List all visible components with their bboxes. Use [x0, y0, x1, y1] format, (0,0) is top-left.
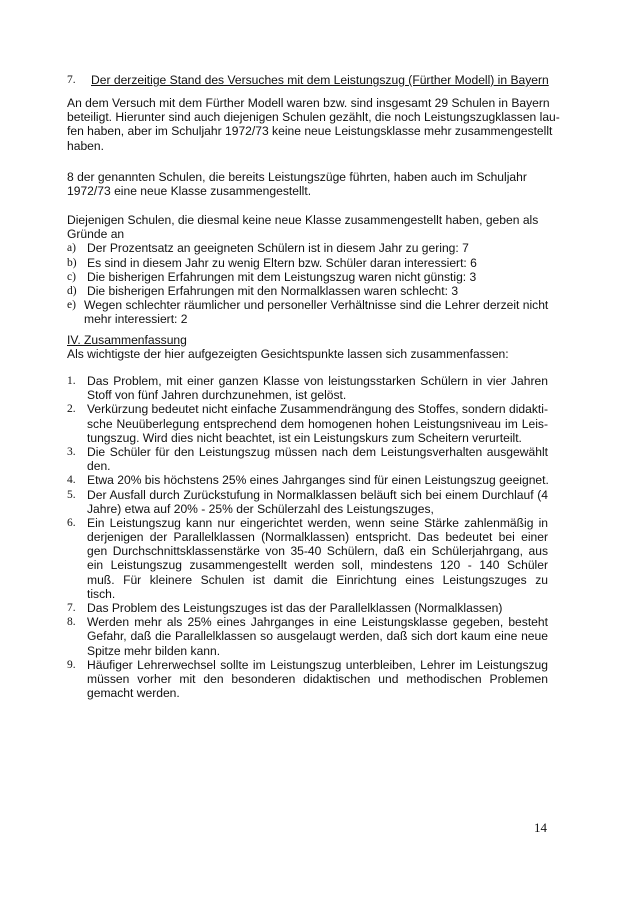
text-line: Jahre) etwa auf 20% - 25% der Schülerzahl des Leistungszuges,: [87, 501, 434, 516]
text-line: fen haben, aber im Schuljahr 1972/73 keine neue Leistungsklasse mehr zusammengestellt: [67, 124, 553, 139]
text-line: gen Durchschnittsklassenstärke von 35-40 Schülern, daß ein Schülerjahrgang, aus: [87, 544, 548, 559]
list-marker: 8.: [67, 616, 76, 629]
text-line: tisch.: [87, 586, 116, 601]
text-line: mehr interessiert: 2: [84, 312, 188, 327]
summary-item: [67, 658, 548, 701]
summary-item: [67, 488, 548, 516]
text-line: Wegen schlechter räumlicher und personeller Verhältnisse sind die Lehrer derzeit nicht: [84, 298, 549, 313]
paragraph-reasons-intro: [67, 213, 548, 241]
text-line: 8 der genannten Schulen, die bereits Leistungszüge führten, haben auch im Schuljahr: [67, 170, 527, 184]
list-marker: 2.: [67, 403, 76, 416]
summary-item: [67, 402, 548, 445]
section-number: 7.: [67, 74, 76, 86]
text-line: Gefahr, daß die Parallelklassen so ausgelaugt werden, daß sich dort kaum eine neue: [87, 629, 548, 644]
text-line: gemacht werden.: [87, 686, 180, 701]
list-marker: 1.: [67, 375, 76, 387]
paragraph-participation: [67, 96, 560, 153]
list-marker: d): [67, 284, 77, 297]
reasons-list: [67, 241, 548, 326]
text-line: derjenigen der Parallelklassen (Normalklassen) entspricht. Das bedeutet bei einer: [87, 530, 548, 545]
text-line: tungszug. Wird dies nicht beachtet, ist ein Leistungskurs zum Scheitern verurteilt.: [87, 430, 522, 445]
section-title: Der derzeitige Stand des Versuches mit dem Leistungszug (Fürther Modell) in Bayern: [91, 73, 549, 87]
list-marker: 3.: [67, 445, 76, 458]
text-line: Der Ausfall durch Zurückstufung in Normalklassen beläuft sich bei einem Durchlauf (4: [87, 487, 548, 502]
text-line: Die bisherigen Erfahrungen mit dem Leistungszug waren nicht günstig: 3: [87, 269, 477, 284]
list-marker: b): [67, 256, 77, 269]
text-line: Häufiger Lehrerwechsel sollte im Leistungszug unterbleiben, Lehrer im Leistungszug: [87, 657, 548, 672]
text-line: haben.: [67, 138, 104, 153]
summary-item: [67, 473, 548, 487]
summary-item: [67, 445, 548, 473]
summary-item: [67, 374, 548, 402]
text-line: Es sind in diesem Jahr zu wenig Eltern bzw. Schüler daran interessiert: 6: [87, 255, 477, 270]
reason-item: [67, 241, 548, 255]
text-line: Stoff von fünf Jahren durchzunehmen, ist gelöst.: [87, 388, 347, 403]
reason-item: [67, 298, 548, 326]
summary-item: [67, 615, 548, 658]
text-line: Etwa 20% bis höchstens 25% eines Jahrganges sind für einen Leistungszug geeignet.: [87, 473, 549, 488]
text-line: Das Problem, mit einer ganzen Klasse von leistungsstarken Schülern in vier Jahren: [87, 374, 548, 388]
list-marker: 4.: [67, 474, 76, 487]
list-marker: 5.: [67, 488, 76, 501]
summary-intro: Als wichtigste der hier aufgezeigten Gesichtspunkte lassen sich zusammenfassen:: [67, 347, 509, 362]
summary-item: [67, 601, 548, 615]
text-line: Diejenigen Schulen, die diesmal keine neue Klasse zusammengestellt haben, geben als: [67, 213, 539, 227]
reason-item: [67, 256, 548, 270]
summary-item: [67, 516, 548, 601]
text-line: Verkürzung bedeutet nicht einfache Zusammendrängung des Stoffes, sondern didakti-: [87, 402, 548, 417]
text-line: 1972/73 eine neue Klasse zusammengestellt.: [67, 184, 312, 199]
page-number: 14: [534, 820, 547, 835]
list-marker: e): [67, 299, 76, 312]
summary-heading: IV. Zusammenfassung: [67, 333, 187, 347]
text-line: müssen vorher mit den besonderen didaktischen und methodischen Problemen: [87, 671, 548, 686]
paragraph-new-classes: [67, 170, 548, 198]
summary-list: [67, 374, 548, 700]
text-line: Die Schüler für den Leistungszug müssen nach dem Leistungsverhalten ausgewählt: [87, 444, 548, 459]
text-line: muß. Für kleinere Schulen ist damit die Einrichtung eines Leistungszuges zu: [87, 572, 548, 587]
reason-item: [67, 270, 548, 284]
summary-section: [67, 333, 548, 361]
text-line: Ein Leistungszug kann nur eingerichtet werden, wenn seine Stärke zahlenmäßig in: [87, 515, 548, 530]
text-line: Die bisherigen Erfahrungen mit den Normalklassen waren schlecht: 3: [87, 283, 459, 298]
text-line: An dem Versuch mit dem Fürther Modell waren bzw. sind insgesamt 29 Schulen in Bayern: [67, 96, 550, 110]
list-marker: 6.: [67, 516, 76, 529]
text-line: ein Leistungszug zusammengestellt werden soll, mindestens 120 - 140 Schüler: [87, 558, 548, 573]
text-line: beteiligt. Hierunter sind auch diejenigen Schulen gezählt, die noch Leistungszugklassen lau-: [67, 110, 560, 125]
text-line: Gründe an: [67, 227, 125, 242]
list-marker: a): [67, 242, 76, 255]
text-line: Werden mehr als 25% eines Jahrganges in eine Leistungsklasse gegeben, besteht: [87, 615, 548, 630]
text-line: Der Prozentsatz an geeigneten Schülern ist in diesem Jahr zu gering: 7: [87, 241, 469, 256]
list-marker: 9.: [67, 658, 76, 671]
text-line: sche Neuüberlegung entsprechend dem homogenen hohen Leistungsniveau im Leis-: [87, 416, 548, 431]
text-line: Spitze mehr bilden kann.: [87, 643, 221, 658]
list-marker: c): [67, 270, 76, 283]
list-marker: 7.: [67, 602, 76, 614]
reason-item: [67, 284, 548, 298]
text-line: den.: [87, 459, 111, 474]
section-heading: [67, 73, 548, 87]
text-line: Das Problem des Leistungszuges ist das der Parallelklassen (Normalklassen): [87, 601, 503, 615]
